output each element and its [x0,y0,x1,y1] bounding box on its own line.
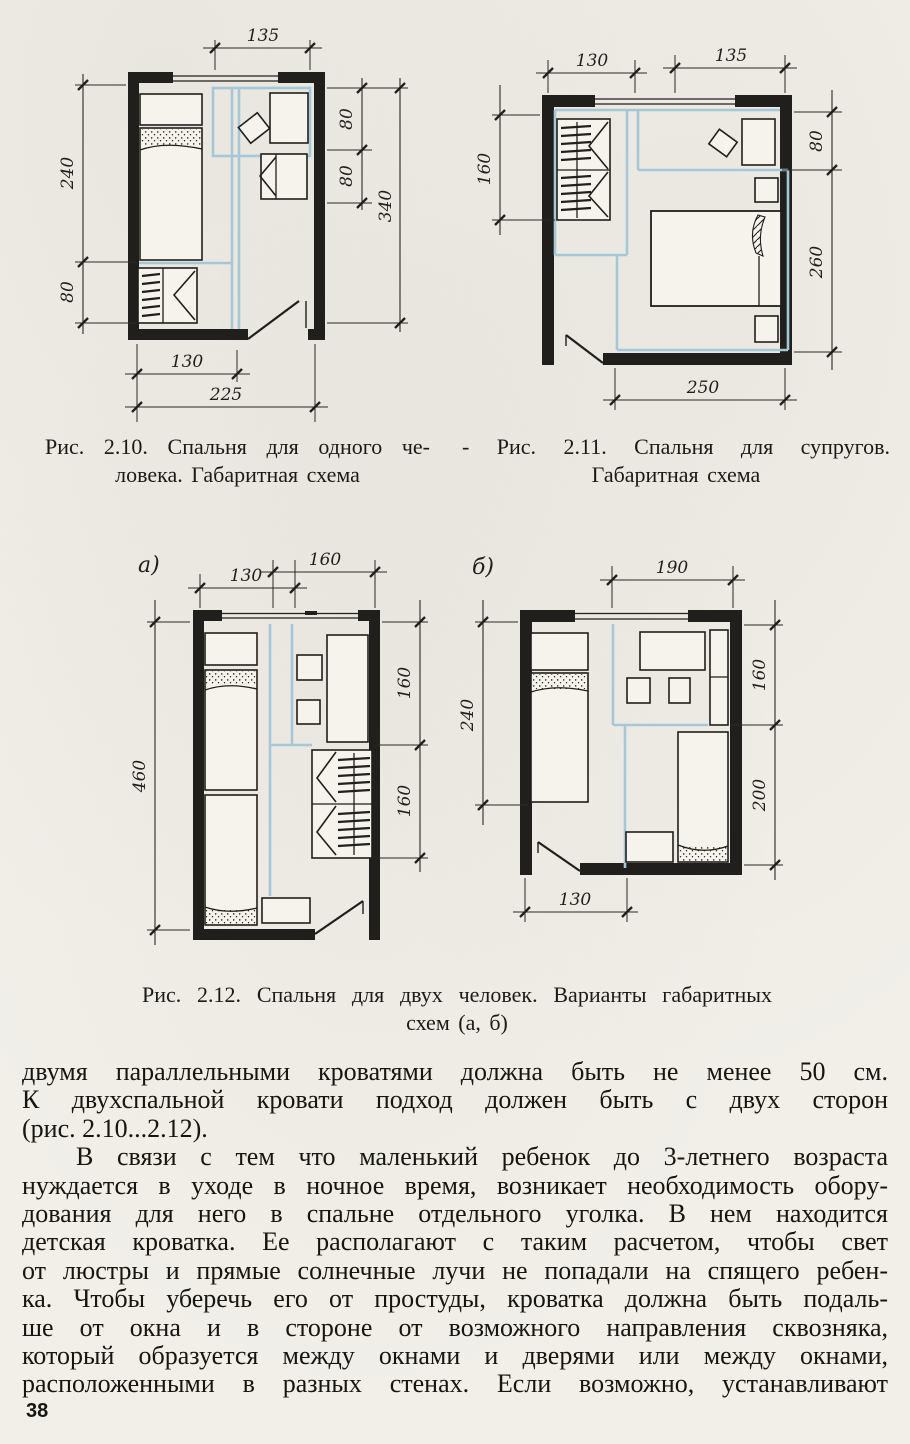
dim-label: 130 [229,566,263,586]
caption-line: Рис. 2.12. Спальня для двух человек. Варианты габаритных [142,982,772,1007]
desk [640,632,705,670]
cabinet [327,635,368,742]
figure-2-12b-plan [460,540,800,970]
page-number: 38 [26,1400,49,1422]
wardrobe [312,750,372,858]
dim-label: 130 [575,51,609,71]
variant-label: б) [472,555,495,580]
dim-label: 160 [750,658,770,692]
caption-line: Рис. 2.10. Спальня для одного че- [45,434,430,459]
dim-label: 135 [714,46,748,66]
text-line: К двухспальной кровати подход должен быть с двух сторон [22,1085,888,1115]
text-line: ка. Чтобы уберечь его от простуды, кроватка должна быть подаль- [22,1284,888,1314]
wardrobe [710,630,728,725]
wardrobe [557,119,610,220]
figure-2-11-caption [462,433,890,489]
body-text [22,1058,888,1399]
dim-label: 130 [558,890,592,910]
window [575,614,688,620]
dim-label: 190 [655,558,689,578]
figure-2-10-plan [60,10,440,430]
dim-label: 160 [395,784,415,818]
window [173,76,278,81]
dim-label: 160 [475,152,495,186]
window [595,99,735,104]
text-line: (рис. 2.10...2.12). [22,1113,208,1143]
figure-2-11-plan [470,30,890,430]
variant-label: а) [138,553,160,578]
door [538,842,580,871]
stool [297,700,320,724]
door [248,301,306,339]
dim-label: 240 [58,156,78,190]
dim-label: 340 [376,189,396,223]
dim-label: 460 [130,759,150,793]
dresser [531,633,588,670]
wardrobe [138,268,197,323]
dim-label: 160 [395,666,415,700]
text-line: нуждается в уходе в ночное время, возникает необходимость обору- [22,1170,888,1200]
caption-line: - Рис. 2.11. Спальня для супругов. [462,434,890,459]
bed [140,128,202,260]
dim-label: 240 [458,698,478,732]
dresser [140,94,202,125]
dim-label: 260 [807,245,827,279]
text-line: дования для него в спальне отдельного уголка. В нем находится [22,1199,888,1229]
stool [627,678,650,703]
desk [270,93,308,143]
door [315,901,363,934]
text-line: который образуется между окнами и дверями или между окнами, [22,1341,888,1371]
figure-2-10-caption [45,433,430,489]
caption-line: ловека. Габаритная схема [115,462,360,487]
nightstand [755,178,778,202]
dim-label: 250 [686,378,720,398]
text-line: расположенными в разных стенах. Если возможно, устанавливают [22,1369,888,1399]
dim-label: 200 [750,778,770,812]
dresser [205,633,257,665]
dim-label: 130 [170,352,204,372]
caption-line: схем (а, б) [406,1010,508,1035]
dimensions [130,550,428,945]
door [566,335,603,363]
figure-2-12-caption [142,981,772,1037]
dim-label: 160 [308,550,342,570]
bed [205,670,257,790]
chair [709,129,737,156]
stool [669,678,690,703]
dim-label: 135 [246,26,280,46]
dim-label: 80 [337,165,357,187]
figure-2-12a-plan [130,540,460,970]
nightstand [755,316,778,342]
text-line: ше от окна и в стороне от возможного направления сквозняка, [22,1312,888,1342]
side-table [626,832,673,862]
dim-label: 80 [58,281,78,303]
text-line: В связи с тем что маленький ребенок до 3-летнего возраста [76,1142,888,1172]
bed [678,732,728,862]
window [222,611,358,618]
caption-line: Габаритная схема [591,462,761,487]
chair [238,113,269,144]
dim-label: 80 [337,108,357,130]
text-line: детская кроватка. Ее располагают с таким расчетом, чтобы свет [22,1227,888,1257]
desk [742,119,775,165]
stool [297,655,322,680]
text-line: двумя параллельными кроватями должна быть не менее 50 см. [22,1057,888,1086]
double-bed [651,211,781,306]
bed [531,673,588,802]
dim-label: 225 [209,385,243,405]
text-line: от люстры и прямые солнечные лучи не попадали на спящего ребен- [22,1255,888,1285]
dim-label: 80 [807,130,827,152]
bed [205,795,257,925]
side-table [260,154,307,199]
side-table [262,898,310,923]
